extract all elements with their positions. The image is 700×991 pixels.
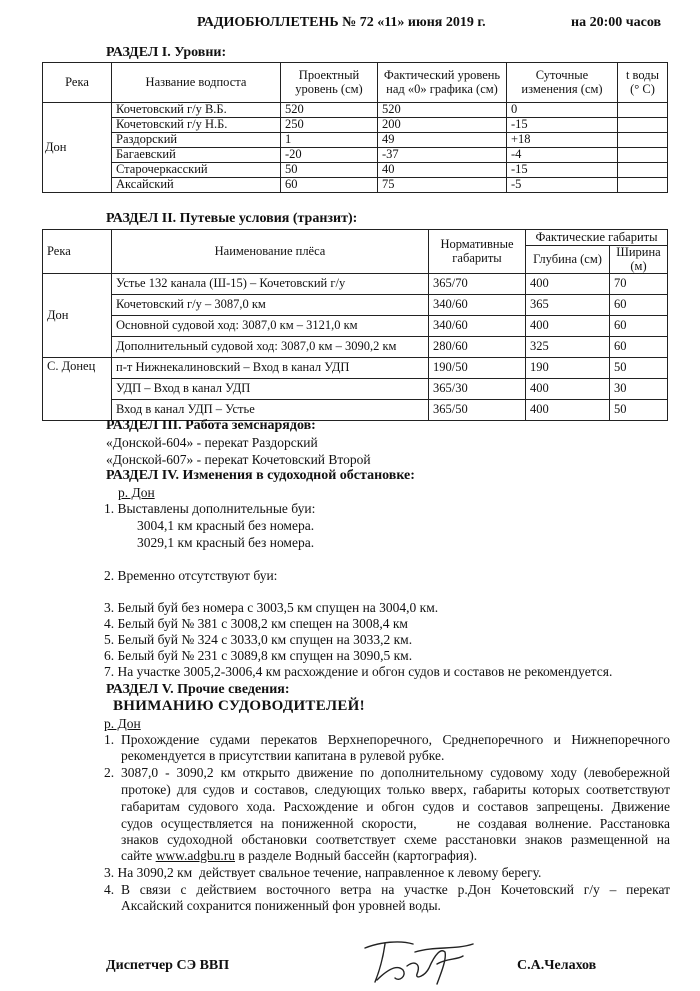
cell: -5 xyxy=(507,178,618,193)
paragraph-line: протоке) для судов и составов, следующих только вверх, габариты которых соответствуют xyxy=(121,782,670,797)
dredger-item: «Донской-607» - перекат Кочетовский Второй xyxy=(106,452,371,467)
cell: 250 xyxy=(281,118,378,133)
col-river: Река xyxy=(43,230,112,274)
river-cell: Дон xyxy=(43,274,112,358)
cell: 30 xyxy=(610,379,668,400)
cell: 0 xyxy=(507,103,618,118)
cell xyxy=(618,103,668,118)
paragraph-line: рекомендуется в присутствии капитана в рулевой рубке. xyxy=(121,748,445,763)
cell: 200 xyxy=(378,118,507,133)
cell: -37 xyxy=(378,148,507,163)
signatory-name: С.А.Челахов xyxy=(517,958,597,973)
cell xyxy=(618,163,668,178)
cell: 49 xyxy=(378,133,507,148)
river-cell: Дон xyxy=(43,103,112,193)
cell: 60 xyxy=(610,337,668,358)
cell: -20 xyxy=(281,148,378,163)
list-item: 2. Временно отсутствуют буи: xyxy=(104,568,278,583)
col-stretch: Наименование плёса xyxy=(112,230,429,274)
text: сайте xyxy=(121,848,156,863)
table-row xyxy=(43,163,668,178)
river-label: р. Дон xyxy=(118,485,155,500)
cell: +18 xyxy=(507,133,618,148)
paragraph-line: Аксайский сохранится пониженный фон уровней воды. xyxy=(121,898,441,913)
section4-heading: РАЗДЕЛ IV. Изменения в судоходной обстановке: xyxy=(106,468,415,483)
cell: 520 xyxy=(378,103,507,118)
para-number: 1. xyxy=(104,732,115,747)
paragraph-line: 3087,0 - 3090,2 км открыто движение по дополнительному судовому ходу (левобережной xyxy=(121,765,670,780)
cell: Кочетовский г/у – 3087,0 км xyxy=(112,295,429,316)
signature xyxy=(355,930,485,988)
cell: 340/60 xyxy=(429,316,526,337)
cell: Дополнительный судовой ход: 3087,0 км – 3090,2 км xyxy=(112,337,429,358)
cell: 190/50 xyxy=(429,358,526,379)
table-row xyxy=(43,178,668,193)
bulletin-title: РАДИОБЮЛЛЕТЕНЬ № 72 «11» июня 2019 г. xyxy=(197,15,486,30)
cell: Кочетовский г/у Н.Б. xyxy=(112,118,281,133)
col-actual: Фактические габариты xyxy=(526,230,668,246)
cell: Аксайский xyxy=(112,178,281,193)
col-normative: Нормативные габариты xyxy=(429,230,526,274)
cell xyxy=(618,178,668,193)
buoy-sub-item: 3004,1 км красный без номера. xyxy=(137,518,315,533)
cell: 400 xyxy=(526,274,610,295)
col-daily-change: Суточные изменения (см) xyxy=(507,63,618,103)
cell: 60 xyxy=(610,316,668,337)
cell: 280/60 xyxy=(429,337,526,358)
cell: 365/30 xyxy=(429,379,526,400)
attention-heading: ВНИМАНИЮ СУДОВОДИТЕЛЕЙ! xyxy=(113,698,365,714)
cell xyxy=(618,148,668,163)
buoy-sub-item: 3029,1 км красный без номера. xyxy=(137,535,315,550)
cell: 50 xyxy=(610,358,668,379)
text: в разделе Водный бассейн (картография). xyxy=(235,848,478,863)
river-label: р. Дон xyxy=(104,716,141,731)
cell: 400 xyxy=(526,316,610,337)
col-water-temp: t воды (° С) xyxy=(618,63,668,103)
cell: 340/60 xyxy=(429,295,526,316)
table-row xyxy=(43,133,668,148)
cell: -15 xyxy=(507,118,618,133)
table-row xyxy=(43,295,668,316)
paragraph-line: Прохождение судами перекатов Верхнепоречного, Среднепоречного и Нижнепоречного xyxy=(121,732,670,747)
table-row xyxy=(43,379,668,400)
paragraph-line: габаритам судового хода. Расхождение и обгон судов и составов запрещены. Движение xyxy=(121,799,670,814)
list-item: 1. Выставлены дополнительные буи: xyxy=(104,501,316,516)
cell: 50 xyxy=(281,163,378,178)
cell: -15 xyxy=(507,163,618,178)
cell: УДП – Вход в канал УДП xyxy=(112,379,429,400)
cell: п-т Нижнекалиновский – Вход в канал УДП xyxy=(112,358,429,379)
section1-heading: РАЗДЕЛ I. Уровни: xyxy=(106,45,227,60)
transit-table xyxy=(42,229,668,421)
dispatcher-label: Диспетчер СЭ ВВП xyxy=(106,958,230,973)
list-item: 4. Белый буй № 381 с 3008,2 км спещен на 3008,4 км xyxy=(104,616,408,631)
cell: Основной судовой ход: 3087,0 км – 3121,0 км xyxy=(112,316,429,337)
cell: 75 xyxy=(378,178,507,193)
cell xyxy=(618,118,668,133)
section5-heading: РАЗДЕЛ V. Прочие сведения: xyxy=(106,682,290,697)
col-post: Название водпоста xyxy=(112,63,281,103)
cell: 520 xyxy=(281,103,378,118)
cell: 365/70 xyxy=(429,274,526,295)
cell: 60 xyxy=(610,295,668,316)
section2-heading: РАЗДЕЛ II. Путевые условия (транзит): xyxy=(106,211,358,226)
cell: 70 xyxy=(610,274,668,295)
cell: Вход в канал УДП – Устье xyxy=(112,400,429,421)
list-item: 3. Белый буй без номера с 3003,5 км спущен на 3004,0 км. xyxy=(104,600,439,615)
paragraph-line: знаков судоходной обстановки соответствует схеме расстановки знаков размещенной на xyxy=(121,832,670,847)
col-river: Река xyxy=(43,63,112,103)
para-number: 4. xyxy=(104,882,115,897)
table-row xyxy=(43,274,668,295)
bulletin-time: на 20:00 часов xyxy=(571,15,662,30)
dredger-item: «Донской-604» - перекат Раздорский xyxy=(106,435,318,450)
table-row xyxy=(43,337,668,358)
cell: 400 xyxy=(526,379,610,400)
col-actual-level: Фактический уровень над «0» графика (см) xyxy=(378,63,507,103)
table-row xyxy=(43,316,668,337)
cell: Багаевский xyxy=(112,148,281,163)
website-link[interactable]: www.adgbu.ru xyxy=(155,848,235,863)
cell xyxy=(618,133,668,148)
list-item: 5. Белый буй № 324 с 3033,0 км спущен на 3033,2 км. xyxy=(104,632,413,647)
table-row xyxy=(43,148,668,163)
levels-table xyxy=(42,62,668,193)
cell: 60 xyxy=(281,178,378,193)
list-item: 3. На 3090,2 км действует свальное течение, направленное к левому берегу. xyxy=(104,865,542,880)
para-number: 2. xyxy=(104,765,115,780)
paragraph-line: В связи с действием восточного ветра на участке р.Дон Кочетовский г/у – перекат xyxy=(121,882,670,897)
col-depth: Глубина (см) xyxy=(526,246,610,274)
cell: 1 xyxy=(281,133,378,148)
col-design-level: Проектный уровень (см) xyxy=(281,63,378,103)
paragraph-line: судов осуществляется на пониженной скорости, не создавая волнение. Расстановка xyxy=(121,816,670,831)
cell: 40 xyxy=(378,163,507,178)
cell: Раздорский xyxy=(112,133,281,148)
cell: Устье 132 канала (Ш-15) – Кочетовский г/у xyxy=(112,274,429,295)
cell: 50 xyxy=(610,400,668,421)
cell: 400 xyxy=(526,400,610,421)
cell: 190 xyxy=(526,358,610,379)
cell: 365 xyxy=(526,295,610,316)
cell: Старочеркасский xyxy=(112,163,281,178)
section3-heading: РАЗДЕЛ III. Работа земснарядов: xyxy=(106,418,316,433)
table-row xyxy=(43,118,668,133)
cell: -4 xyxy=(507,148,618,163)
river-cell: С. Донец xyxy=(43,358,112,421)
col-width: Ширина (м) xyxy=(610,246,668,274)
paragraph-line xyxy=(121,848,477,864)
cell: Кочетовский г/у В.Б. xyxy=(112,103,281,118)
list-item: 7. На участке 3005,2-3006,4 км расхождение и обгон судов и составов не рекомендуется. xyxy=(104,664,613,679)
cell: 325 xyxy=(526,337,610,358)
cell: 365/50 xyxy=(429,400,526,421)
list-item: 6. Белый буй № 231 с 3089,8 км спущен на 3090,5 км. xyxy=(104,648,413,663)
table-row xyxy=(43,103,668,118)
table-row xyxy=(43,358,668,379)
